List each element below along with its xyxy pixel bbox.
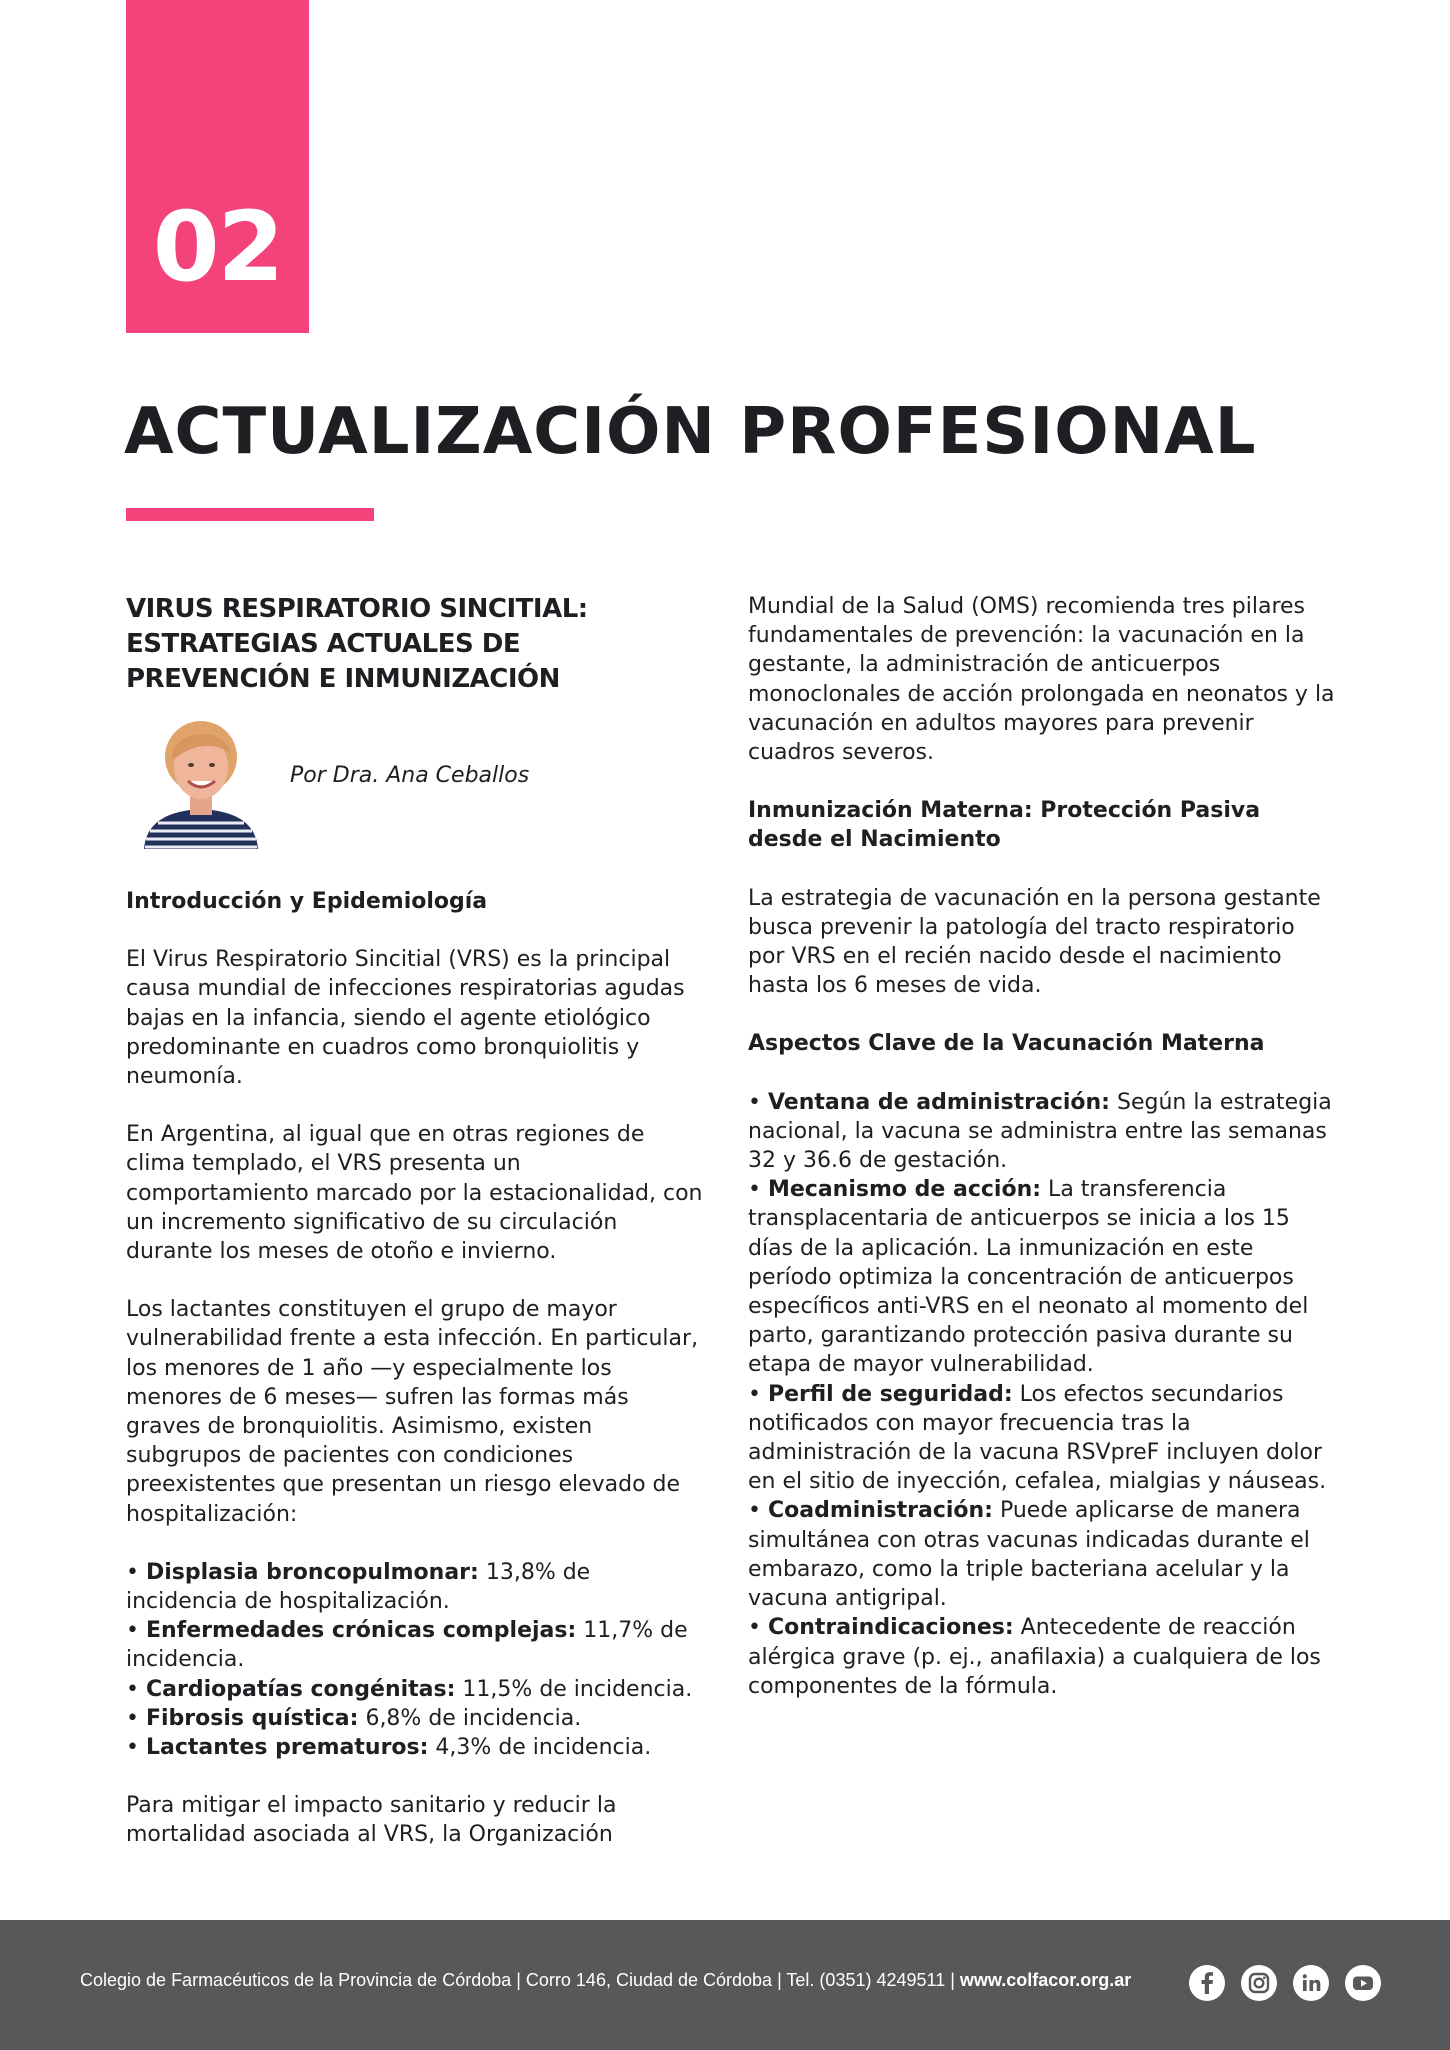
list-item-text: Los efectos secundarios notificados con mayor frecuencia tras la administración de la vacuna RSVpreF incluyen dolor en el sitio de inyección, cefalea, mialgias y náuseas. bbox=[748, 1381, 1327, 1495]
paragraph: El Virus Respiratorio Sincitial (VRS) es la principal causa mundial de infecciones respiratorias agudas bajas en la infancia, siendo el agente etiológico predominante en cuadros como bronquiolitis y neumonía. bbox=[126, 947, 685, 1090]
list-item: • Displasia broncopulmonar: 13,8% de incidencia de hospitalización. bbox=[126, 1559, 591, 1615]
article-title bbox=[126, 592, 706, 697]
footer-address: Colegio de Farmacéuticos de la Provincia de Córdoba | Corro 146, Ciudad de Córdoba | Tel. (0351) 4249511 | bbox=[80, 1970, 960, 1990]
list-item-label: Fibrosis quística: bbox=[145, 1705, 359, 1731]
paragraph: Mundial de la Salud (OMS) recomienda tres pilares fundamentales de prevención: la vacunación en la gestante, la administración de anticuerpos monoclonales de acción prolongada en neonatos y la vacunación en adultos mayores para prevenir cuadros severos. bbox=[748, 594, 1335, 766]
list-item-label: Mecanismo de acción: bbox=[767, 1177, 1042, 1203]
list-item: • Ventana de administración: Según la estrategia nacional, la vacuna se administra entre las semanas 32 y 36.6 de gestación. bbox=[748, 1089, 1332, 1174]
page-title: ACTUALIZACIÓN PROFESIONAL bbox=[124, 395, 1257, 469]
list-item: • Perfil de seguridad: Los efectos secundarios notificados con mayor frecuencia tras la administración de la vacuna RSVpreF incluyen dolor en el sitio de inyección, cefalea, mialgias y náuseas. bbox=[748, 1381, 1327, 1495]
list-item-text: Puede aplicarse de manera simultánea con otras vacunas indicadas durante el embarazo, como la triple bacteriana acelular y la vacuna antigripal. bbox=[748, 1498, 1310, 1612]
list-item: • Fibrosis quística: 6,8% de incidencia. bbox=[126, 1705, 582, 1731]
author-row bbox=[126, 709, 706, 887]
list-item-label: Perfil de seguridad: bbox=[767, 1381, 1013, 1407]
paragraph: La estrategia de vacunación en la persona gestante busca prevenir la patología del tracto respiratorio por VRS en el recién nacido desde el nacimiento hasta los 6 meses de vida. bbox=[748, 885, 1321, 999]
list-item-label: Contraindicaciones: bbox=[767, 1615, 1014, 1641]
list-item-label: Cardiopatías congénitas: bbox=[145, 1676, 456, 1702]
linkedin-icon[interactable] bbox=[1292, 1964, 1330, 2002]
list-item-text: 6,8% de incidencia. bbox=[358, 1705, 582, 1731]
section-heading: Inmunización Materna: Protección Pasiva desde el Nacimiento bbox=[748, 798, 1261, 853]
footer-website-link[interactable]: www.colfacor.org.ar bbox=[959, 1970, 1132, 1990]
footer bbox=[0, 1920, 1450, 2050]
list-item-text: La transferencia transplacentaria de anticuerpos se inicia a los 15 días de la aplicación. La inmunización en este período optimiza la concentración de anticuerpos específicos anti-VRS en el neonato al momento del parto, garantizando protección pasiva durante su etapa de mayor vulnerabilidad. bbox=[748, 1177, 1309, 1378]
list-item-label: Enfermedades crónicas complejas: bbox=[145, 1618, 577, 1644]
vaccination-aspects-list bbox=[748, 1088, 1338, 1701]
list-item-text: Antecedente de reacción alérgica grave (p. ej., anafilaxia) a cualquiera de los componentes de la fórmula. bbox=[748, 1615, 1321, 1699]
list-item-label: Coadministración: bbox=[767, 1498, 993, 1524]
list-item: • Cardiopatías congénitas: 11,5% de incidencia. bbox=[126, 1676, 693, 1702]
paragraph: Los lactantes constituyen el grupo de mayor vulnerabilidad frente a esta infección. En particular, los menores de 1 año —y especialmente los menores de 6 meses— sufren las formas más graves de bronquiolitis. Asimismo, existen subgrupos de pacientes con condiciones preexistentes que presentan un riesgo elevado de hospitalización: bbox=[126, 1297, 699, 1527]
paragraph: Para mitigar el impacto sanitario y reducir la mortalidad asociada al VRS, la Organización bbox=[126, 1793, 617, 1848]
list-item-text: Según la estrategia nacional, la vacuna se administra entre las semanas 32 y 36.6 de gestación. bbox=[748, 1089, 1332, 1174]
paragraph: En Argentina, al igual que en otras regiones de clima templado, el VRS presenta un comportamiento marcado por la estacionalidad, con un incremento significativo de su circulación durante los meses de otoño e invierno. bbox=[126, 1122, 703, 1265]
section-heading: Aspectos Clave de la Vacunación Materna bbox=[748, 1031, 1265, 1057]
article-title-line: ESTRATEGIAS ACTUALES DE bbox=[126, 629, 521, 659]
list-item-label: Ventana de administración: bbox=[767, 1089, 1110, 1115]
left-column bbox=[126, 592, 706, 1879]
article-title-line: VIRUS RESPIRATORIO SINCITIAL: bbox=[126, 594, 588, 624]
facebook-icon[interactable] bbox=[1188, 1964, 1226, 2002]
list-item-text: 4,3% de incidencia. bbox=[428, 1735, 652, 1761]
instagram-icon[interactable] bbox=[1240, 1964, 1278, 2002]
section-heading: Introducción y Epidemiología bbox=[126, 889, 488, 914]
right-column bbox=[748, 592, 1338, 1730]
list-item: • Mecanismo de acción: La transferencia transplacentaria de anticuerpos se inicia a los 15 días de la aplicación. La inmunización en este período optimiza la concentración de anticuerpos específicos anti-VRS en el neonato al momento del parto, garantizando protección pasiva durante su etapa de mayor vulnerabilidad. bbox=[748, 1177, 1309, 1378]
author-photo bbox=[136, 715, 266, 849]
section-number-block bbox=[126, 0, 309, 333]
article-title-line: PREVENCIÓN E INMUNIZACIÓN bbox=[126, 664, 560, 694]
list-item-text: 11,7% de incidencia. bbox=[126, 1618, 688, 1673]
list-item-text: 13,8% de incidencia de hospitalización. bbox=[126, 1559, 591, 1615]
list-item: • Contraindicaciones: Antecedente de reacción alérgica grave (p. ej., anafilaxia) a cualquiera de los componentes de la fórmula. bbox=[748, 1615, 1321, 1699]
list-item: • Enfermedades crónicas complejas: 11,7% de incidencia. bbox=[126, 1618, 688, 1673]
list-item: • Coadministración: Puede aplicarse de manera simultánea con otras vacunas indicadas durante el embarazo, como la triple bacteriana acelular y la vacuna antigripal. bbox=[748, 1498, 1310, 1612]
list-item-label: Displasia broncopulmonar: bbox=[145, 1559, 479, 1585]
risk-factor-list bbox=[126, 1558, 706, 1762]
list-item-text: 11,5% de incidencia. bbox=[455, 1676, 693, 1702]
title-underline bbox=[126, 508, 374, 521]
list-item-label: Lactantes prematuros: bbox=[145, 1735, 429, 1761]
section-number: 02 bbox=[152, 191, 283, 303]
author-byline: Por Dra. Ana Ceballos bbox=[290, 763, 530, 788]
footer-contact bbox=[80, 1970, 1131, 1991]
youtube-icon[interactable] bbox=[1344, 1964, 1382, 2002]
list-item: • Lactantes prematuros: 4,3% de incidencia. bbox=[126, 1735, 652, 1761]
